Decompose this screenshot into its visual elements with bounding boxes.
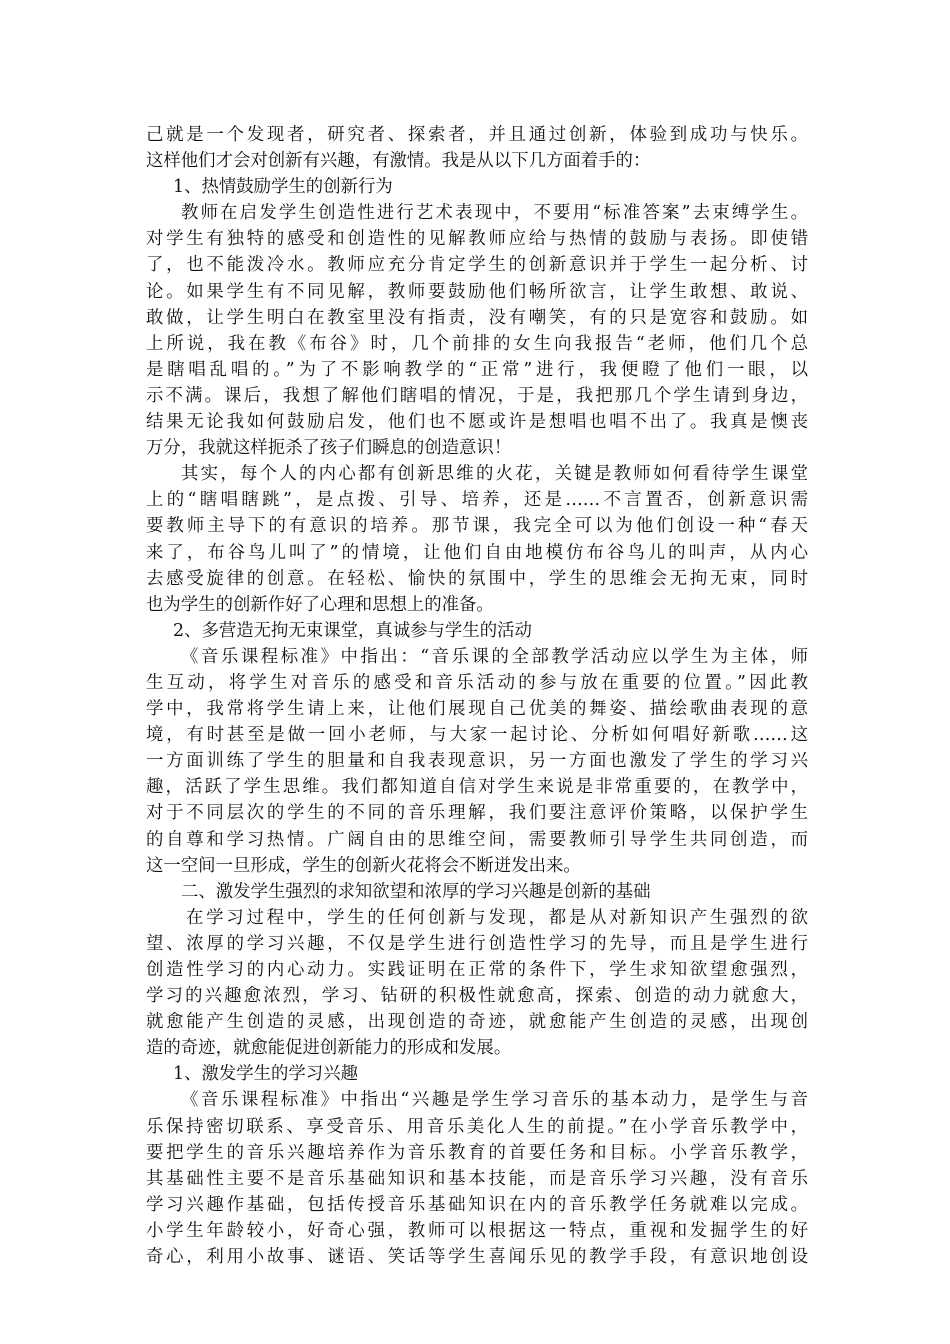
paragraph-line: 万分，我就这样扼杀了孩子们瞬息的创造意识！: [146, 438, 512, 459]
section-heading: 1、热情鼓励学生的创新行为: [173, 177, 393, 198]
paragraph-line: 创造性学习的内心动力。实践证明在正常的条件下，学生求知欲望愈强烈，: [146, 960, 808, 980]
paragraph-line: 示不满。课后，我想了解他们瞎唱的情况，于是，我把那几个学生请到身边，: [146, 385, 808, 406]
paragraph-line: 要教师主导下的有意识的培养。那节课，我完全可以为他们创设一种“春天: [146, 516, 808, 537]
paragraph-line: 敢做，让学生明白在教室里没有指责，没有嘲笑，有的只是宽容和鼓励。如: [146, 307, 808, 328]
paragraph-line: 结果无论我如何鼓励启发，他们也不愿或许是想唱也唱不出了。我真是懊丧: [146, 412, 808, 433]
paragraph-line: 望、浓厚的学习兴趣，不仅是学生进行创造性学习的先导，而且是学生进行: [146, 933, 808, 954]
paragraph-line: 一方面训练了学生的胆量和自我表现意识，另一方面也激发了学生的学习兴: [146, 751, 808, 772]
paragraph-line: 的自尊和学习热情。广阔自由的思维空间，需要教师引导学生共同创造，而: [146, 829, 808, 850]
section-heading: 二、激发学生强烈的求知欲望和浓厚的学习兴趣是创新的基础: [181, 881, 651, 902]
paragraph-line: 去感受旋律的创意。在轻松、愉快的氛围中，学生的思维会无拘无束，同时: [146, 568, 808, 589]
paragraph-line: 其基础性主要不是音乐基础知识和基本技能，而是音乐学习兴趣，没有音乐: [146, 1168, 808, 1189]
paragraph-line: 乐保持密切联系、享受音乐、用音乐美化人生的前提。”在小学音乐教学中，: [146, 1116, 808, 1137]
paragraph-line: 学习兴趣作基础，包括传授音乐基础知识在内的音乐教学任务就难以完成。: [146, 1194, 808, 1215]
paragraph-line: 在学习过程中，学生的任何创新与发现，都是从对新知识产生强烈的欲: [186, 907, 808, 928]
paragraph-line: 对于不同层次的学生的不同的音乐理解，我们要注意评价策略，以保护学生: [146, 803, 808, 824]
paragraph-line: 论。如果学生有不同见解，教师要鼓励他们畅所欲言，让学生敢想、敢说、: [146, 281, 808, 302]
paragraph-line: 上所说，我在教《布谷》时，几个前排的女生向我报告“老师，他们几个总: [146, 333, 808, 354]
paragraph-line: 其实，每个人的内心都有创新思维的火花，关键是教师如何看待学生课堂: [181, 464, 808, 485]
section-heading: 2、多营造无拘无束课堂，真诚参与学生的活动: [173, 620, 532, 641]
paragraph-line: 也为学生的创新作好了心理和思想上的准备。: [146, 594, 494, 615]
paragraph-line: 就愈能产生创造的灵感，出现创造的奇迹，就愈能产生创造的灵感，出现创: [146, 1012, 808, 1033]
paragraph-line: 学习的兴趣愈浓烈，学习、钻研的积极性就愈高，探索、创造的动力就愈大，: [146, 986, 808, 1007]
paragraph-line: 这一空间一旦形成，学生的创新火花将会不断迸发出来。: [146, 855, 581, 876]
paragraph-line: 教师在启发学生创造性进行艺术表现中，不要用“标准答案”去束缚学生。: [181, 203, 808, 224]
paragraph-line: 这样他们才会对创新有兴趣，有激情。我是从以下几方面着手的：: [146, 151, 651, 172]
paragraph-line: 对学生有独特的感受和创造性的见解教师应给与热情的鼓励与表扬。即使错: [146, 229, 808, 250]
paragraph-line: 了，也不能泼冷水。教师应充分肯定学生的创新意识并于学生一起分析、讨: [146, 255, 808, 276]
paragraph-line: 学中，我常将学生请上来，让他们展现自己优美的舞姿、描绘歌曲表现的意: [146, 699, 808, 720]
paragraph-line: 是瞎唱乱唱的。”为了不影响教学的“正常”进行，我便瞪了他们一眼，以: [146, 359, 808, 380]
paragraph-line: 造的奇迹，就愈能促进创新能力的形成和发展。: [146, 1038, 512, 1059]
paragraph-line: 《音乐课程标准》中指出：“音乐课的全部教学活动应以学生为主体，师: [181, 646, 808, 667]
section-heading: 1、激发学生的学习兴趣: [173, 1064, 358, 1085]
paragraph-line: 生互动，将学生对音乐的感受和音乐活动的参与放在重要的位置。”因此教: [146, 672, 808, 693]
paragraph-line: 趣，活跃了学生思维。我们都知道自信对学生来说是非常重要的，在教学中，: [146, 777, 808, 798]
paragraph-line: 上的“瞎唱瞎跳”，是点拨、引导、培养，还是……不言置否，创新意识需: [146, 490, 808, 511]
paragraph-line: 己就是一个发现者，研究者、探索者，并且通过创新，体验到成功与快乐。: [146, 125, 808, 145]
paragraph-line: 小学生年龄较小，好奇心强，教师可以根据这一特点，重视和发掘学生的好: [146, 1220, 808, 1241]
paragraph-line: 要把学生的音乐兴趣培养作为音乐教育的首要任务和目标。小学音乐教学，: [146, 1142, 808, 1163]
paragraph-line: 来了，布谷鸟儿叫了”的情境，让他们自由地模仿布谷鸟儿的叫声，从内心: [146, 542, 808, 563]
paragraph-line: 境，有时甚至是做一回小老师，与大家一起讨论、分析如何唱好新歌……这: [146, 725, 808, 746]
document-body: [146, 122, 808, 1268]
paragraph-line: 《音乐课程标准》中指出“兴趣是学生学习音乐的基本动力，是学生与音: [181, 1090, 808, 1111]
paragraph-line: 奇心，利用小故事、谜语、笑话等学生喜闻乐见的教学手段，有意识地创设: [146, 1247, 808, 1268]
